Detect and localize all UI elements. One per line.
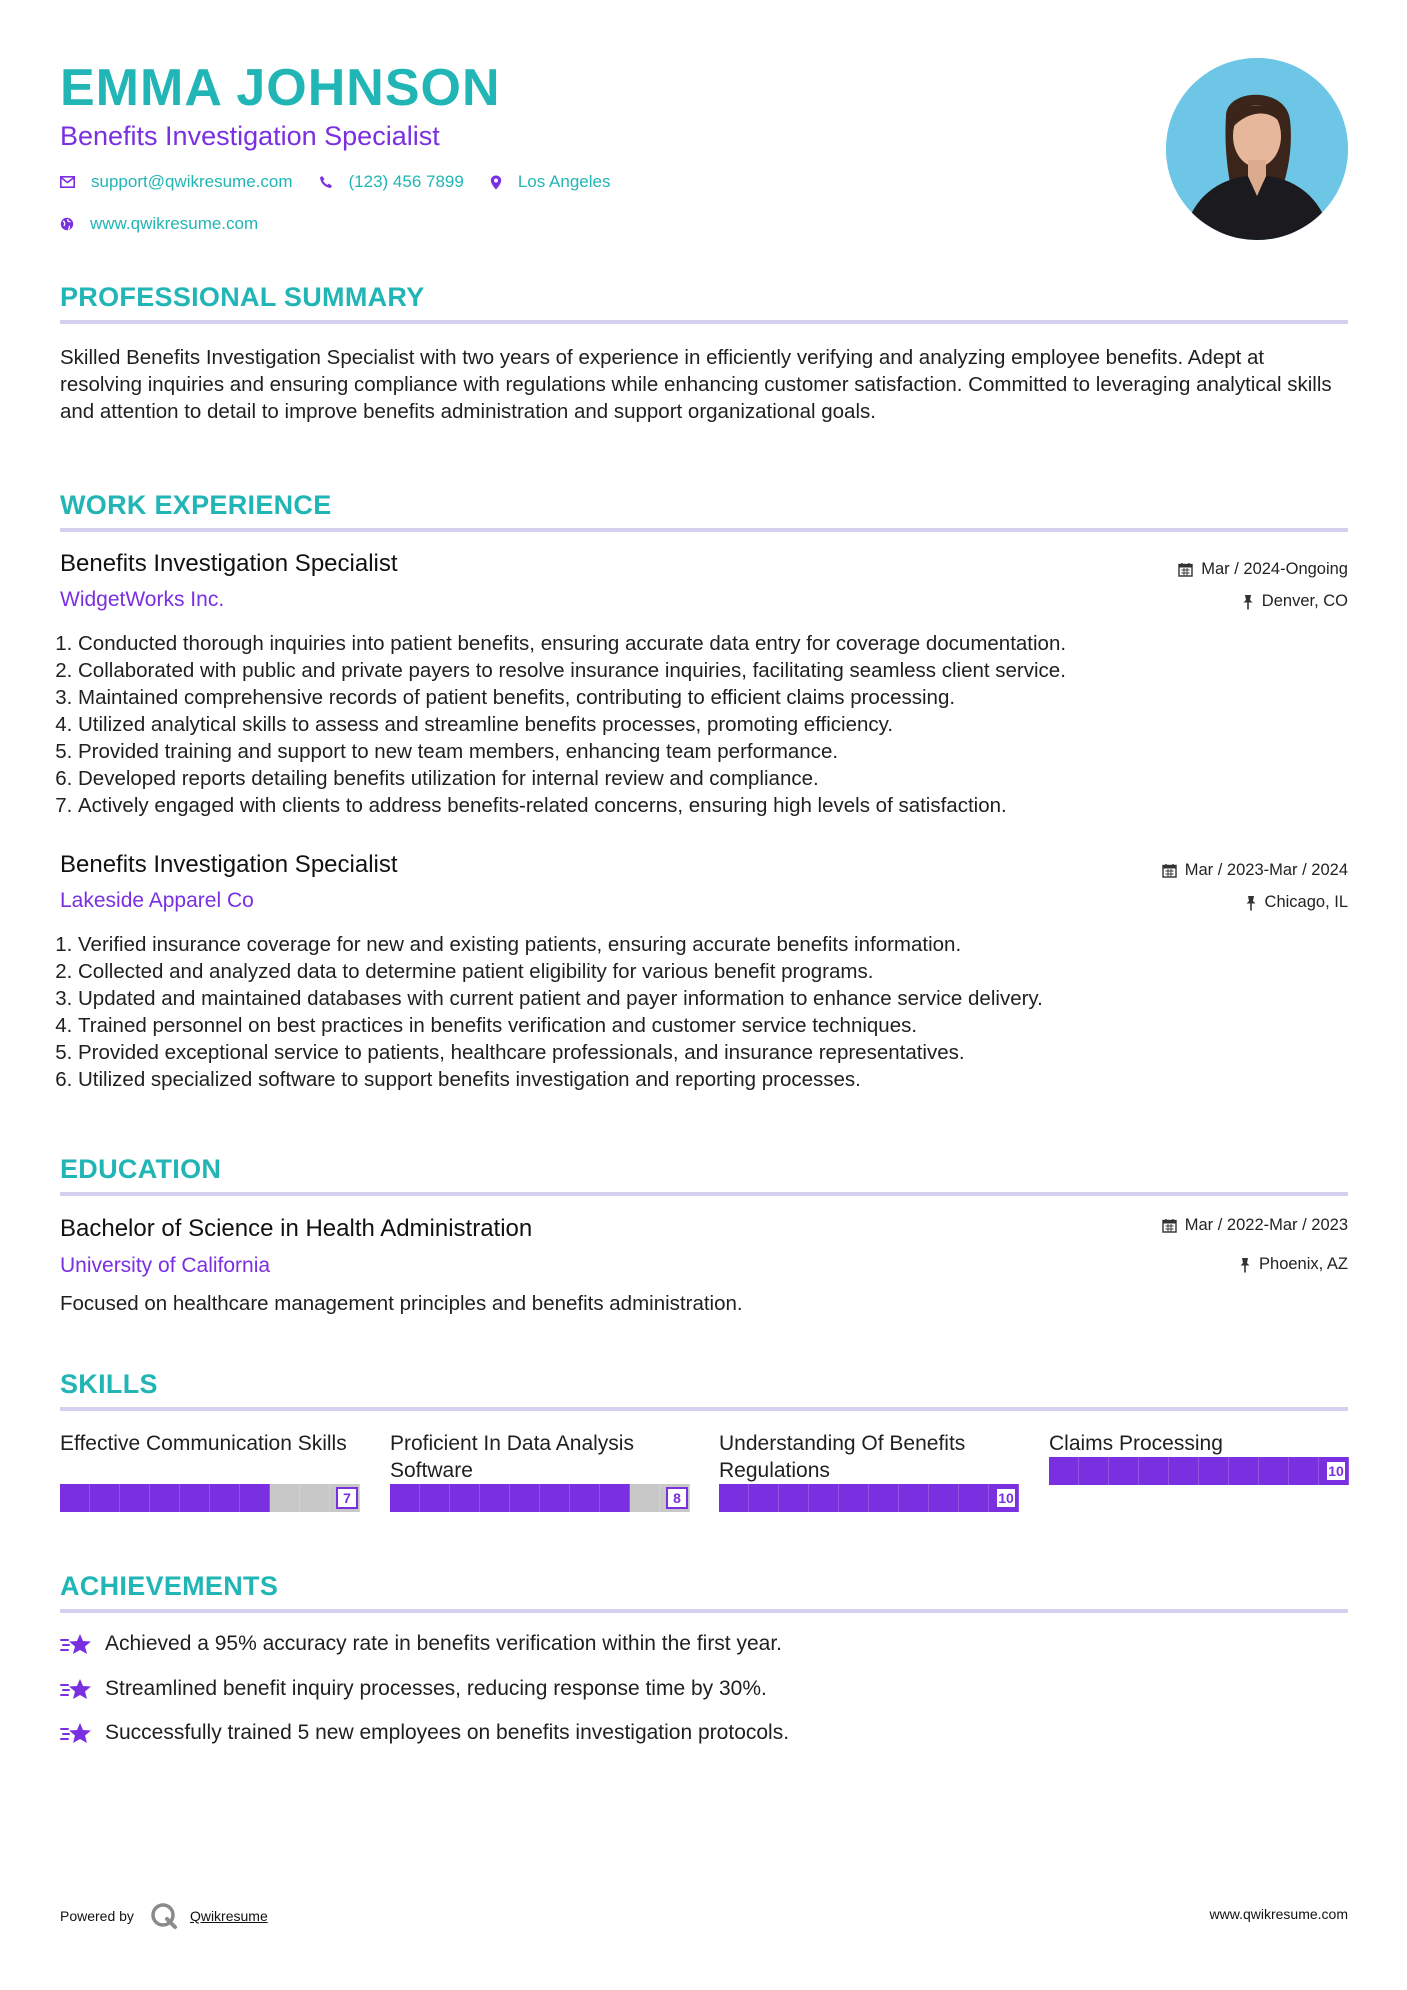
skill-bar-segment-filled bbox=[1109, 1457, 1139, 1485]
achievement-text: Achieved a 95% accuracy rate in benefits verification within the first year. bbox=[105, 1632, 783, 1655]
skill-name: Proficient In Data Analysis Software bbox=[390, 1432, 634, 1482]
contact-phone bbox=[319, 172, 464, 192]
calendar-icon bbox=[1162, 863, 1177, 878]
skill-bar-segment-filled bbox=[210, 1484, 240, 1512]
skill-level-bar bbox=[719, 1484, 1019, 1512]
job-title: Benefits Investigation Specialist bbox=[60, 851, 398, 878]
candidate-title: Benefits Investigation Specialist bbox=[60, 121, 440, 151]
list-item: 6. Developed reports detailing benefits utilization for internal review and compliance. bbox=[78, 765, 1366, 792]
candidate-name: EMMA JOHNSON bbox=[60, 59, 501, 117]
list-item: 4. Utilized analytical skills to assess and streamline benefits processes, promoting efficiency. bbox=[78, 711, 1366, 738]
achievement-text: Streamlined benefit inquiry processes, reducing response time by 30%. bbox=[105, 1677, 767, 1700]
contact-website bbox=[60, 214, 258, 234]
location-text: Los Angeles bbox=[517, 172, 611, 191]
list-item: 4. Trained personnel on best practices in benefits verification and customer service techniques. bbox=[78, 1012, 1366, 1039]
achievement-text: Successfully trained 5 new employees on benefits investigation protocols. bbox=[105, 1721, 790, 1744]
footer-website[interactable]: www.qwikresume.com bbox=[1209, 1906, 1348, 1922]
skill-level-bar bbox=[390, 1484, 690, 1512]
job-title: Benefits Investigation Specialist bbox=[60, 550, 398, 577]
skill-bar-segment-filled bbox=[480, 1484, 510, 1512]
envelope-icon bbox=[60, 176, 75, 188]
skill-bar-segment-filled bbox=[540, 1484, 570, 1512]
skill-bar-segment-filled bbox=[1049, 1457, 1079, 1485]
skill-name: Understanding Of Benefits Regulations bbox=[719, 1432, 966, 1482]
skill-item bbox=[1049, 1430, 1349, 1485]
skill-item bbox=[390, 1430, 690, 1512]
skill-bar-segment-filled bbox=[1079, 1457, 1109, 1485]
section-divider bbox=[60, 1192, 1348, 1196]
contact-email bbox=[60, 172, 293, 192]
shooting-star-icon bbox=[60, 1632, 93, 1656]
skill-bar-segment-filled bbox=[1289, 1457, 1319, 1485]
skill-bar-segment-filled bbox=[719, 1484, 749, 1512]
skill-level-badge: 10 bbox=[995, 1487, 1017, 1509]
education-dates bbox=[1162, 1216, 1348, 1235]
education-description: Focused on healthcare management principles and benefits administration. bbox=[60, 1292, 743, 1315]
skill-bar-segment-filled bbox=[420, 1484, 450, 1512]
list-item: 3. Maintained comprehensive records of patient benefits, contributing to efficient claims processing. bbox=[78, 684, 1366, 711]
school-name: University of California bbox=[60, 1254, 271, 1277]
skill-level-bar bbox=[60, 1484, 360, 1512]
skill-level-badge: 10 bbox=[1325, 1460, 1347, 1482]
skill-bar-segment-filled bbox=[899, 1484, 929, 1512]
calendar-icon bbox=[1178, 562, 1193, 577]
contact-row bbox=[60, 172, 636, 192]
skill-bar-segment-filled bbox=[779, 1484, 809, 1512]
contact-location bbox=[490, 172, 611, 192]
list-item: 6. Utilized specialized software to support benefits investigation and reporting processes. bbox=[78, 1066, 1366, 1093]
skill-bar-segment-filled bbox=[1169, 1457, 1199, 1485]
job-dates-text: Mar / 2023-Mar / 2024 bbox=[1184, 861, 1348, 879]
skills-heading: SKILLS bbox=[60, 1369, 158, 1399]
skill-bar-segment-filled bbox=[510, 1484, 540, 1512]
education-location-text: Phoenix, AZ bbox=[1259, 1255, 1348, 1273]
qwikresume-logo-icon bbox=[150, 1902, 178, 1930]
pushpin-icon bbox=[1242, 594, 1254, 610]
achievement-item bbox=[60, 1632, 782, 1656]
skill-bar-segment-empty bbox=[630, 1484, 660, 1512]
email-text[interactable]: support@qwikresume.com bbox=[91, 172, 293, 191]
job-location-text: Chicago, IL bbox=[1264, 893, 1348, 911]
skill-bar-segment-filled bbox=[390, 1484, 420, 1512]
resume-page bbox=[60, 0, 1348, 1990]
job-responsibilities bbox=[60, 630, 1366, 819]
list-item: 5. Provided exceptional service to patients, healthcare professionals, and insurance representatives. bbox=[78, 1039, 1366, 1066]
skill-bar-segment-filled bbox=[929, 1484, 959, 1512]
skill-bar-segment-filled bbox=[120, 1484, 150, 1512]
skill-bar-segment-filled bbox=[600, 1484, 630, 1512]
achievement-item bbox=[60, 1721, 789, 1745]
profile-photo bbox=[1166, 58, 1348, 240]
powered-by-label: Powered by bbox=[60, 1908, 134, 1924]
job-dates bbox=[1178, 560, 1348, 579]
shooting-star-icon bbox=[60, 1677, 93, 1701]
skill-bar-segment-empty bbox=[300, 1484, 330, 1512]
education-location bbox=[1239, 1255, 1348, 1274]
skill-bar-segment-filled bbox=[150, 1484, 180, 1512]
skill-bar-segment-filled bbox=[60, 1484, 90, 1512]
shooting-star-icon bbox=[60, 1721, 93, 1745]
skill-bar-segment-empty bbox=[270, 1484, 300, 1512]
education-dates-text: Mar / 2022-Mar / 2023 bbox=[1184, 1216, 1348, 1234]
achievements-heading: ACHIEVEMENTS bbox=[60, 1571, 279, 1601]
phone-icon bbox=[319, 175, 333, 189]
skill-level-badge: 7 bbox=[336, 1487, 358, 1509]
job-location-text: Denver, CO bbox=[1261, 592, 1348, 610]
profile-photo-image bbox=[1166, 58, 1348, 240]
footer-powered-by bbox=[60, 1902, 268, 1930]
job-responsibilities bbox=[60, 931, 1366, 1093]
pushpin-icon bbox=[1245, 895, 1257, 911]
section-divider bbox=[60, 528, 1348, 532]
education-heading: EDUCATION bbox=[60, 1154, 222, 1184]
skill-bar-segment-filled bbox=[839, 1484, 869, 1512]
skill-bar-segment-filled bbox=[180, 1484, 210, 1512]
job-dates-text: Mar / 2024-Ongoing bbox=[1201, 560, 1348, 578]
job-location bbox=[1242, 592, 1348, 611]
list-item: 1. Conducted thorough inquiries into patient benefits, ensuring accurate data entry for coverage documentation. bbox=[78, 630, 1366, 657]
skill-bar-segment-filled bbox=[1199, 1457, 1229, 1485]
job-location bbox=[1245, 893, 1348, 912]
globe-icon bbox=[60, 217, 74, 231]
section-divider bbox=[60, 320, 1348, 324]
company-name: WidgetWorks Inc. bbox=[60, 588, 225, 611]
degree-title: Bachelor of Science in Health Administration bbox=[60, 1215, 533, 1242]
summary-heading: PROFESSIONAL SUMMARY bbox=[60, 282, 425, 312]
skill-bar-segment-filled bbox=[869, 1484, 899, 1512]
summary-text: Skilled Benefits Investigation Specialist with two years of experience in efficiently verifying and analyzing employee benefits. Adept at resolving inquiries and ensuring compliance with regulations while enhancing customer satisfaction. Committed to leveraging analytical skills and attention to detail to improve benefits administration and support organizational goals. bbox=[60, 346, 1332, 423]
skill-level-badge: 8 bbox=[666, 1487, 688, 1509]
section-divider bbox=[60, 1407, 1348, 1411]
list-item: 2. Collaborated with public and private payers to resolve insurance inquiries, facilitating seamless client service. bbox=[78, 657, 1366, 684]
phone-text[interactable]: (123) 456 7899 bbox=[348, 172, 464, 191]
skill-item bbox=[60, 1430, 360, 1512]
pushpin-icon bbox=[1239, 1257, 1251, 1273]
skill-bar-segment-filled bbox=[570, 1484, 600, 1512]
website-link[interactable]: www.qwikresume.com bbox=[90, 214, 259, 233]
skill-bar-segment-filled bbox=[90, 1484, 120, 1512]
skill-bar-segment-filled bbox=[1229, 1457, 1259, 1485]
job-dates bbox=[1162, 861, 1348, 880]
skill-bar-segment-filled bbox=[809, 1484, 839, 1512]
list-item: 3. Updated and maintained databases with current patient and payer information to enhance service delivery. bbox=[78, 985, 1366, 1012]
skill-name: Claims Processing bbox=[1049, 1432, 1223, 1455]
skill-bar-segment-filled bbox=[1259, 1457, 1289, 1485]
skill-item bbox=[719, 1430, 1019, 1512]
map-pin-icon bbox=[490, 175, 502, 190]
qwikresume-link[interactable]: Qwikresume bbox=[189, 1908, 268, 1924]
section-divider bbox=[60, 1609, 1348, 1613]
website-row bbox=[60, 214, 284, 234]
experience-heading: WORK EXPERIENCE bbox=[60, 490, 332, 520]
list-item: 1. Verified insurance coverage for new and existing patients, ensuring accurate benefits information. bbox=[78, 931, 1366, 958]
skill-bar-segment-filled bbox=[240, 1484, 270, 1512]
company-name: Lakeside Apparel Co bbox=[60, 889, 254, 912]
skill-name: Effective Communication Skills bbox=[60, 1432, 347, 1455]
list-item: 2. Collected and analyzed data to determine patient eligibility for various benefit programs. bbox=[78, 958, 1366, 985]
calendar-icon bbox=[1162, 1218, 1177, 1233]
skill-level-bar bbox=[1049, 1457, 1349, 1485]
achievement-item bbox=[60, 1677, 767, 1701]
list-item: 7. Actively engaged with clients to address benefits-related concerns, ensuring high levels of satisfaction. bbox=[78, 792, 1366, 819]
list-item: 5. Provided training and support to new team members, enhancing team performance. bbox=[78, 738, 1366, 765]
skill-bar-segment-filled bbox=[749, 1484, 779, 1512]
skill-bar-segment-filled bbox=[959, 1484, 989, 1512]
skill-bar-segment-filled bbox=[1139, 1457, 1169, 1485]
skill-bar-segment-filled bbox=[450, 1484, 480, 1512]
